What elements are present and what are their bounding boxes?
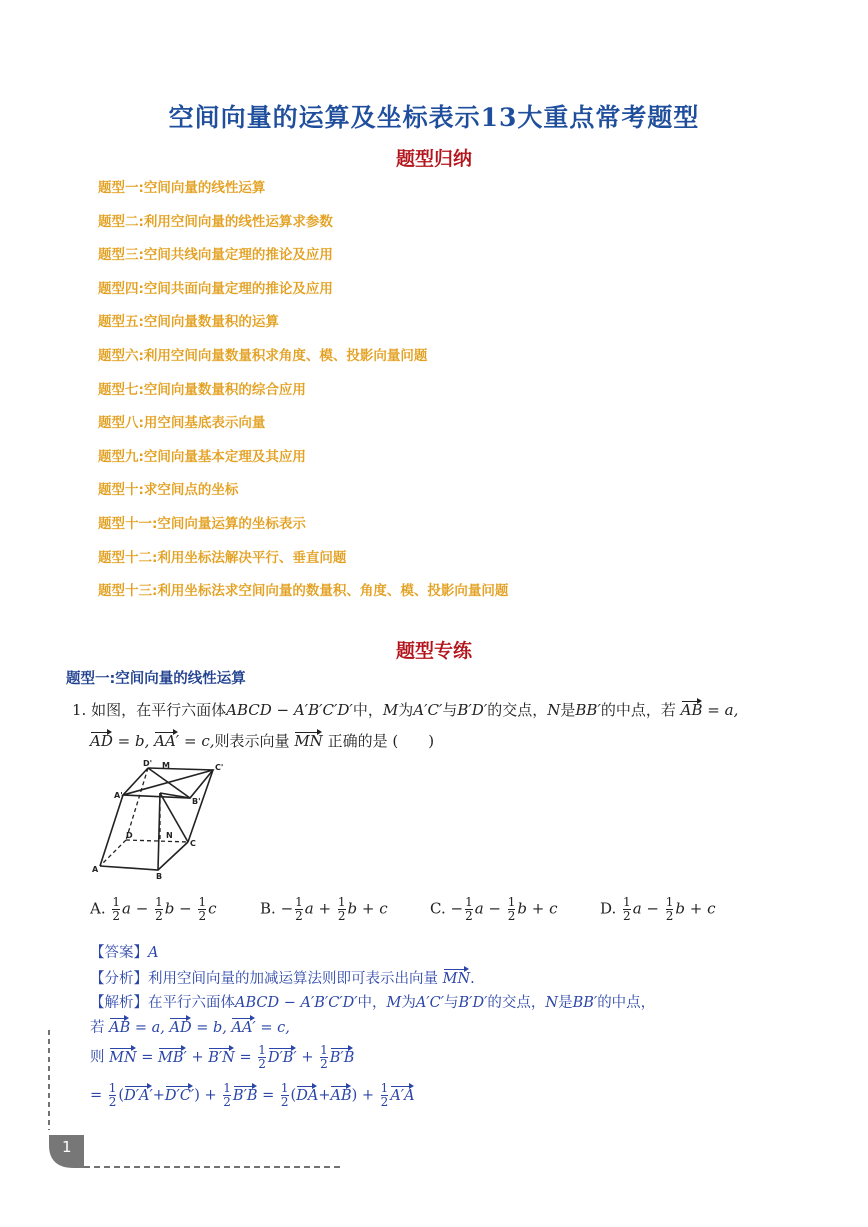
solution-text: 若 xyxy=(90,1020,105,1036)
analysis-line xyxy=(90,967,475,988)
math-seg: B′D′ xyxy=(457,701,488,719)
label-b: B xyxy=(156,872,163,880)
math-eq: = c, xyxy=(184,732,215,750)
solution-text: 的交点， xyxy=(487,995,546,1011)
fraction xyxy=(338,896,346,923)
vector: A′A xyxy=(390,1084,414,1104)
num: 1 xyxy=(155,895,163,909)
question-text: 与 xyxy=(442,701,458,719)
choice-d[interactable] xyxy=(600,896,716,923)
term: c xyxy=(208,899,217,918)
section-heading-practice: 题型专练 xyxy=(395,640,472,662)
math-eq: = b, xyxy=(117,732,150,750)
den: 2 xyxy=(380,1095,389,1109)
math-seg: BB′ xyxy=(575,701,601,719)
solution-text: 中， xyxy=(357,995,387,1011)
fraction xyxy=(155,896,163,923)
section-heading-summary: 题型归纳 xyxy=(395,148,472,170)
answer-value: A xyxy=(148,945,159,961)
num: 1 xyxy=(380,1081,389,1095)
vector: MN xyxy=(443,967,471,987)
topic-item: 题型六:利用空间向量数量积求角度、模、投影向量问题 xyxy=(98,347,428,364)
choice-a[interactable] xyxy=(90,896,217,923)
question-text: 为 xyxy=(398,701,414,719)
den: 2 xyxy=(507,909,516,923)
term: b + c xyxy=(347,899,388,918)
vector: B′B xyxy=(233,1084,258,1104)
math-seg: B′D′ xyxy=(458,995,488,1011)
diagonal-a1c1 xyxy=(123,770,213,795)
answer-tag: 【答案】 xyxy=(90,945,148,961)
punct: . xyxy=(470,971,475,987)
fraction xyxy=(198,896,206,923)
num: 1 xyxy=(320,1043,328,1057)
num: 1 xyxy=(258,1043,266,1057)
den: 2 xyxy=(295,909,303,923)
op: + xyxy=(301,1049,314,1066)
answer-line xyxy=(90,941,158,962)
sign: − xyxy=(280,899,294,918)
vector: AD xyxy=(169,1016,191,1036)
num: 1 xyxy=(665,895,674,909)
num: 1 xyxy=(112,895,121,909)
math-eq: = a, xyxy=(707,701,739,719)
vector: DA xyxy=(296,1084,318,1104)
den: 2 xyxy=(108,1095,117,1109)
label-c: C xyxy=(190,839,196,848)
fraction xyxy=(381,1082,389,1109)
math-shape: ABCD − A′B′C′D′ xyxy=(235,995,358,1011)
op: = xyxy=(141,1049,154,1066)
num: 1 xyxy=(337,895,346,909)
fraction xyxy=(666,896,674,923)
den: 2 xyxy=(623,909,631,923)
fraction xyxy=(508,896,516,923)
edge-cc1 xyxy=(188,770,213,842)
solution-tag: 【解析】 xyxy=(90,995,148,1011)
question-line-2 xyxy=(90,730,434,749)
topic-item: 题型十三:利用坐标法求空间向量的数量积、角度、模、投影向量问题 xyxy=(98,583,509,600)
den: 2 xyxy=(112,909,121,923)
vector: MB′ xyxy=(158,1046,187,1066)
num: 1 xyxy=(623,895,631,909)
topic-item: 题型八:用空间基底表示向量 xyxy=(98,415,266,432)
num: 1 xyxy=(198,895,207,909)
label-a1: A' xyxy=(114,791,123,800)
fraction xyxy=(623,896,631,923)
topic-list xyxy=(98,176,508,613)
op: + xyxy=(191,1049,204,1066)
label-d1: D' xyxy=(143,760,153,768)
question-line-1 xyxy=(72,699,738,718)
num: 1 xyxy=(108,1081,117,1095)
choice-label: B. xyxy=(260,899,276,918)
topic-item: 题型二:利用空间向量的线性运算求参数 xyxy=(98,213,333,230)
label-n: N xyxy=(166,831,173,840)
op: + xyxy=(152,1087,165,1104)
fraction xyxy=(465,896,473,923)
question-number: 1. xyxy=(72,701,87,719)
edge-dc-hidden xyxy=(126,840,188,842)
op: + xyxy=(318,1087,331,1104)
solution-line-4: = $\frac{1}{2}$ (D′A′+D′C′) + $\frac{1}{2}$ B′B = $\frac{1}{2}$ (DA+AB) + $\frac{1}{2}$ A′A xyxy=(90,1081,415,1109)
den: 2 xyxy=(465,909,473,923)
op: + xyxy=(204,1087,217,1104)
page-corner-decoration xyxy=(44,1000,354,1175)
topic-item: 题型七:空间向量数量积的综合应用 xyxy=(98,381,306,398)
choice-label: D. xyxy=(600,899,617,918)
den: 2 xyxy=(198,909,207,923)
vector: AA′ xyxy=(154,732,180,750)
page-number: 1 xyxy=(62,1138,72,1156)
solution-text: 是 xyxy=(558,995,573,1011)
op: = xyxy=(262,1087,275,1104)
math-var: N xyxy=(545,995,559,1011)
vector: AB xyxy=(330,1084,351,1104)
num: 1 xyxy=(465,895,473,909)
num: 1 xyxy=(280,1081,289,1095)
solution-text: 为 xyxy=(401,995,416,1011)
term: a − xyxy=(122,899,154,918)
math-eq: = c, xyxy=(260,1020,290,1036)
term: b − xyxy=(164,899,197,918)
term: a + xyxy=(304,899,336,918)
topic-item: 题型十二:利用坐标法解决平行、垂直问题 xyxy=(98,549,347,566)
label-c1: C' xyxy=(215,763,224,772)
question-text: 中， xyxy=(352,701,383,719)
topic-item: 题型四:空间共面向量定理的推论及应用 xyxy=(98,280,333,297)
topic-item: 题型五:空间向量数量积的运算 xyxy=(98,314,279,331)
math-var: M xyxy=(382,701,399,719)
question-text: 的中点，若 xyxy=(600,701,676,719)
choice-b[interactable] xyxy=(260,896,388,923)
topic-item: 题型一:空间向量的线性运算 xyxy=(98,180,266,196)
parallelepiped-figure xyxy=(88,760,228,880)
question-text: 正确的是 ( ) xyxy=(327,732,435,750)
vector: MN xyxy=(109,1046,137,1066)
question-text: 如图，在平行六面体 xyxy=(91,701,227,719)
den: 2 xyxy=(258,1057,266,1071)
vector: D′C′ xyxy=(165,1084,194,1104)
math-eq: = b, xyxy=(196,1020,227,1036)
choice-label: A. xyxy=(90,899,106,918)
label-d: D xyxy=(126,831,133,840)
term: b + c xyxy=(675,899,716,918)
math-seg: A′C′ xyxy=(413,701,443,719)
sign: − xyxy=(450,899,464,918)
den: 2 xyxy=(223,1095,231,1109)
vector: B′N xyxy=(208,1046,235,1066)
analysis-tag: 【分析】 xyxy=(90,971,148,987)
math-seg: A′C′ xyxy=(415,995,445,1011)
topic-item: 题型三:空间共线向量定理的推论及应用 xyxy=(98,247,333,264)
den: 2 xyxy=(320,1057,328,1071)
category-heading: 题型一:空间向量的线性运算 xyxy=(66,671,246,687)
bottom-front xyxy=(100,842,188,870)
den: 2 xyxy=(280,1095,289,1109)
num: 1 xyxy=(507,895,516,909)
math-var: M xyxy=(386,995,402,1011)
num: 1 xyxy=(295,895,303,909)
vector: MN xyxy=(294,732,323,750)
label-m: M xyxy=(162,761,170,770)
topic-item: 题型九:空间向量基本定理及其应用 xyxy=(98,448,306,465)
den: 2 xyxy=(337,909,346,923)
label-a: A xyxy=(92,865,99,874)
den: 2 xyxy=(155,909,163,923)
topic-item: 题型十一:空间向量运算的坐标表示 xyxy=(98,515,306,532)
solution-text: 则 xyxy=(90,1049,105,1066)
question-text: 的交点， xyxy=(487,701,548,719)
topic-item: 题型十:求空间点的坐标 xyxy=(98,482,239,499)
num: 1 xyxy=(223,1081,231,1095)
question-text: 是 xyxy=(560,701,576,719)
solution-text: 在平行六面体 xyxy=(148,995,235,1011)
fraction xyxy=(112,896,120,923)
choice-c[interactable] xyxy=(430,896,558,923)
analysis-text: 利用空间向量的加减运算法则即可表示出向量 xyxy=(148,971,438,987)
op: + xyxy=(361,1087,375,1104)
fraction xyxy=(295,896,303,923)
choice-label: C. xyxy=(430,899,446,918)
vector: AB xyxy=(680,701,703,719)
label-b1: B' xyxy=(192,797,201,806)
term: a − xyxy=(632,899,664,918)
edge-mn xyxy=(160,793,188,842)
math-var: N xyxy=(547,701,561,719)
math-eq: = a, xyxy=(134,1020,165,1036)
solution-text: 与 xyxy=(444,995,459,1011)
vector: B′B xyxy=(330,1046,355,1066)
term: b + c xyxy=(517,899,558,918)
solution-text: 的中点， xyxy=(597,995,656,1011)
math-shape: ABCD − A′B′C′D′ xyxy=(226,701,353,719)
vector: D′B′ xyxy=(268,1046,297,1066)
den: 2 xyxy=(665,909,674,923)
term: a − xyxy=(474,899,506,918)
vector: D′A′ xyxy=(124,1084,153,1104)
vector: AD xyxy=(90,732,113,750)
op: = xyxy=(239,1049,252,1066)
vector: AA′ xyxy=(231,1016,255,1036)
page-title: 空间向量的运算及坐标表示13大重点常考题型 xyxy=(168,103,700,132)
math-seg: BB′ xyxy=(572,995,598,1011)
question-text: 则表示向量 xyxy=(214,732,290,750)
op: = xyxy=(90,1087,103,1104)
vector: AB xyxy=(109,1016,130,1036)
